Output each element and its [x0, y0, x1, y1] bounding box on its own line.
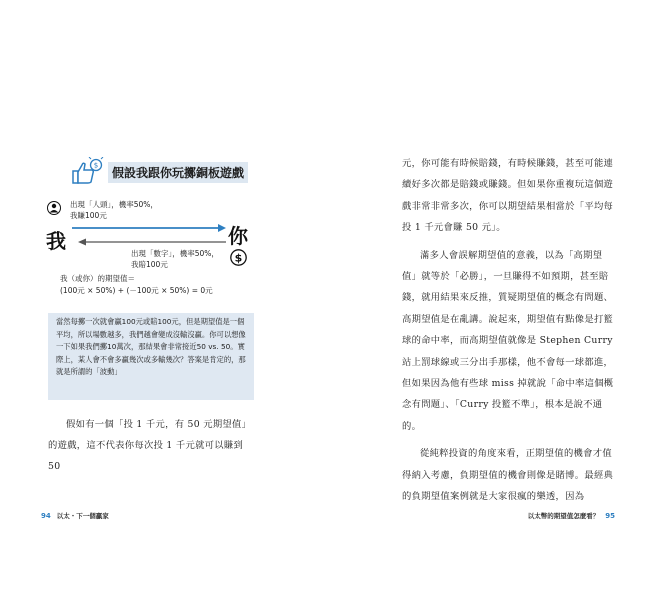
case-tails-line2: 我賠100元 [131, 260, 168, 269]
expected-value-formula [60, 273, 213, 297]
book-title: 以太・下一個贏家 [56, 512, 109, 520]
case-tails-line1: 出現「數字」，機率50%， [131, 249, 219, 258]
arrow-right [72, 224, 226, 232]
case-heads-line1: 出現「人頭」，機率50%， [70, 200, 158, 209]
case-heads-line2: 我賺100元 [70, 211, 107, 220]
right-footer [528, 511, 615, 520]
page-number: 95 [605, 511, 615, 520]
section-title: 假設我跟你玩擲銅板遊戲 [108, 162, 248, 183]
me-label: 我 [46, 229, 66, 253]
you-label: 你 [228, 224, 248, 248]
paragraph-2: 滿多人會誤解期望值的意義，以為「高期望值」就等於「必勝」，一旦賺得不如預期，甚至賠錢，就用結果來反推，質疑期望值的概念有問題、高期望值是在亂講。說起來，期望值有點像是打籃球的命中率，而高期望值就像是 Stephen Curry 站上罰球線或三分出手那樣，他不會每一球都進，但如果因為他有些球 miss 掉就說「命中率這個概念有問題」、「Curry 投籃不準」，根本是說不通的。 [402, 249, 614, 432]
svg-text:$: $ [93, 161, 99, 170]
formula-line2: (100元 × 50%) + (－100元 × 50%) = 0元 [60, 286, 213, 295]
chapter-title: 以太幣的期望值怎麼看？ [527, 512, 600, 520]
case-tails [131, 248, 219, 270]
left-footer [41, 511, 109, 520]
body-text [402, 153, 616, 514]
body-paragraph: 假如有一個「投 1 千元，有 50 元期望值」的遊戲，這不代表你每次投 1 千元就可以賺到 50 [48, 419, 252, 472]
svg-text:$: $ [234, 251, 243, 265]
formula-line1: 我（或你）的期望值＝ [60, 274, 135, 283]
note-box: 當然每擲一次就會贏100元或賠100元，但是期望值是一個平均，所以場數越多，我們越會變成沒輸沒贏。你可以想像一下如果我們擲10萬次，那結果會非常接近50 vs. 50。實際上，某人會不會多贏幾次或多輸幾次？答案是肯定的，那就是所謂的「波動」 [48, 313, 254, 400]
section-header [68, 157, 248, 187]
paragraph-3: 從純粹投資的角度來看，正期望值的機會才值得納入考慮，負期望值的機會則像是賭博。最經典的負期望值案例就是大家很瘋的樂透，因為 [402, 448, 614, 503]
paragraph-1: 元，你可能有時候賠錢，有時候賺錢，甚至可能連續好多次都是賠錢或賺錢。但如果你重複玩這個遊戲非常非常多次，你可以期望結果相當於「平均每投 1 千元會賺 50 元」。 [402, 158, 614, 234]
page-number: 94 [41, 511, 51, 520]
left-page [0, 0, 327, 609]
dollar-icon [230, 249, 247, 266]
right-page [328, 0, 655, 609]
arrow-left [78, 239, 226, 246]
person-icon [47, 201, 61, 215]
thumbs-up-coin-icon [68, 157, 106, 187]
case-heads [70, 199, 158, 221]
